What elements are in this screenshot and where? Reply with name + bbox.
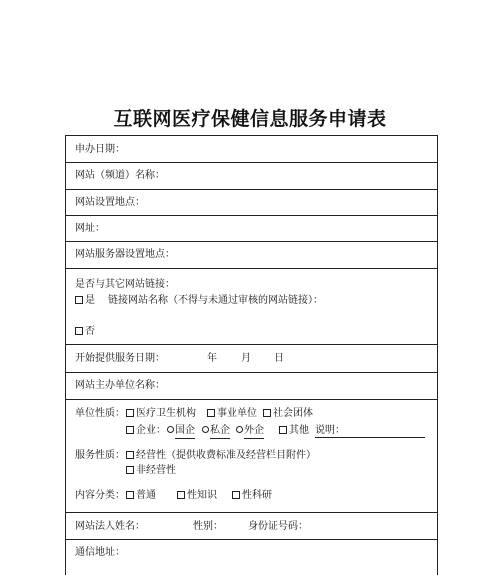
- other-option[interactable]: [279, 424, 309, 438]
- application-form: [65, 135, 438, 575]
- org-option-public[interactable]: [207, 407, 257, 421]
- checkbox-icon[interactable]: [126, 409, 134, 417]
- content-option-label: 性知识: [187, 490, 217, 501]
- org-option-label: 社会团体: [273, 408, 313, 419]
- start-date-label: 开始提供服务日期：: [75, 353, 165, 364]
- links-row: [66, 268, 437, 344]
- radio-icon[interactable]: [236, 426, 243, 433]
- checkbox-icon[interactable]: [75, 327, 83, 335]
- enterprise-option-label: 私企: [210, 424, 230, 439]
- server-location-label: 网站服务器设置地点：: [75, 249, 175, 260]
- service-noncommercial-label: 非经营性: [136, 465, 176, 476]
- checkbox-icon[interactable]: [126, 466, 134, 474]
- legal-person-row: [66, 512, 437, 539]
- host-org-label: 网站主办单位名称：: [75, 380, 165, 391]
- address-label: 通信地址：: [75, 547, 125, 558]
- radio-icon[interactable]: [202, 426, 209, 433]
- org-nature-label: 单位性质：: [75, 408, 125, 419]
- enterprise-option-label: 国企: [175, 424, 195, 439]
- links-yes-label: 是: [85, 295, 95, 306]
- address-row: [66, 539, 437, 579]
- service-nature-label: 服务性质：: [75, 450, 125, 461]
- content-option-label: 普通: [136, 490, 156, 501]
- checkbox-icon[interactable]: [75, 296, 83, 304]
- checkbox-icon[interactable]: [279, 426, 287, 434]
- url-row: [66, 215, 437, 241]
- checkbox-icon[interactable]: [232, 491, 240, 499]
- apply-date-label: 申办日期：: [75, 144, 125, 155]
- site-location-row: [66, 189, 437, 215]
- id-number-label: 身份证号码：: [248, 521, 308, 532]
- org-info-row: [66, 399, 437, 512]
- other-label: 其他: [289, 425, 309, 436]
- enterprise-label: 企业：: [136, 425, 166, 436]
- form-title: 互联网医疗保健信息服务申请表: [113, 108, 387, 130]
- checkbox-icon[interactable]: [177, 491, 185, 499]
- org-option-label: 医疗卫生机构: [136, 408, 196, 419]
- enterprise-private-option[interactable]: [202, 424, 230, 439]
- host-org-row: [66, 372, 437, 399]
- links-yes-option[interactable]: [75, 294, 95, 308]
- content-option-label: 性科研: [242, 490, 272, 501]
- service-commercial-label: 经营性（提供收费标准及经营栏目附件）: [136, 450, 316, 461]
- links-yes-note: 链接网站名称（不得与未通过审核的网站链接）：: [108, 295, 323, 306]
- site-location-label: 网站设置地点：: [75, 197, 145, 208]
- enterprise-option[interactable]: [126, 424, 166, 438]
- links-no-option[interactable]: [75, 325, 95, 339]
- enterprise-option-label: 外企: [244, 424, 264, 439]
- radio-icon[interactable]: [167, 426, 174, 433]
- checkbox-icon[interactable]: [207, 409, 215, 417]
- month-label: 月: [241, 353, 251, 364]
- url-label: 网址：: [75, 223, 105, 234]
- year-label: 年: [207, 353, 217, 364]
- content-option-sex-research[interactable]: [232, 489, 272, 503]
- site-name-label: 网站（频道）名称：: [75, 170, 165, 181]
- day-label: 日: [274, 353, 284, 364]
- org-option-label: 事业单位: [217, 408, 257, 419]
- enterprise-foreign-option[interactable]: [236, 424, 264, 439]
- content-option-general[interactable]: [126, 489, 156, 503]
- service-commercial-option[interactable]: [126, 449, 316, 463]
- content-option-sex-knowledge[interactable]: [177, 489, 217, 503]
- explain-label: 说明：: [315, 425, 345, 436]
- org-option-medical[interactable]: [126, 407, 196, 421]
- links-question-label: 是否与其它网站链接：: [75, 279, 175, 290]
- checkbox-icon[interactable]: [126, 451, 134, 459]
- gender-label: 性别：: [193, 521, 223, 532]
- content-label: 内容分类：: [75, 490, 125, 501]
- enterprise-state-option[interactable]: [167, 424, 195, 439]
- apply-date-row: [66, 136, 437, 162]
- checkbox-icon[interactable]: [263, 409, 271, 417]
- start-date-row: [66, 344, 437, 372]
- server-location-row: [66, 241, 437, 268]
- explain-input-line[interactable]: [315, 437, 425, 438]
- org-option-society[interactable]: [263, 407, 313, 421]
- checkbox-icon[interactable]: [126, 491, 134, 499]
- site-name-row: [66, 162, 437, 189]
- legal-name-label: 网站法人姓名：: [75, 521, 145, 532]
- links-no-label: 否: [85, 326, 95, 337]
- service-noncommercial-option[interactable]: [126, 464, 176, 478]
- checkbox-icon[interactable]: [126, 426, 134, 434]
